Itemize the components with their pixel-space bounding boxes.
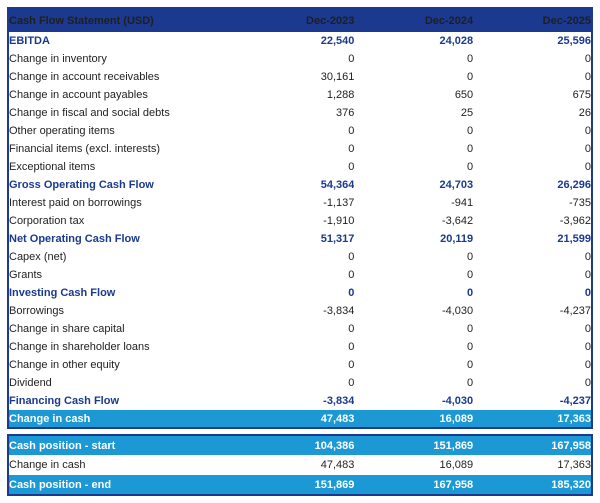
value-cell-dec-2023: -3,834 [323, 305, 355, 317]
value-cell-dec-2023: 0 [348, 125, 355, 137]
value-cell-dec-2025: 26 [578, 107, 591, 119]
value-cell-dec-2024: -4,030 [441, 395, 474, 407]
row-label: Dividend [9, 377, 52, 389]
cash-position-table [7, 434, 593, 496]
value-cell-dec-2023: 0 [348, 143, 355, 155]
table-row [8, 356, 592, 374]
table-row [8, 338, 592, 356]
value-cell-dec-2024: 0 [467, 341, 474, 353]
column-header-dec-2025: Dec-2025 [542, 14, 591, 27]
value-cell-dec-2024: 25 [460, 107, 474, 119]
row-label: Grants [9, 269, 43, 281]
row-label: Exceptional items [9, 161, 96, 173]
value-cell-dec-2025: 0 [584, 143, 591, 155]
value-cell-dec-2024: 0 [467, 377, 474, 389]
value-cell-dec-2023: 0 [348, 323, 355, 335]
value-cell-dec-2025: -735 [568, 197, 591, 209]
value-cell-dec-2025: 0 [584, 53, 591, 65]
value-cell-dec-2025: 0 [584, 161, 591, 173]
table-row [8, 248, 592, 266]
value-cell-dec-2025: 185,320 [473, 475, 592, 495]
value-cell-dec-2024: -4,030 [441, 305, 474, 317]
value-cell-dec-2023: -3,834 [323, 395, 355, 407]
value-cell-dec-2024: 650 [454, 89, 474, 101]
row-label: Borrowings [9, 305, 65, 317]
table-row [8, 410, 592, 428]
value-cell-dec-2025: 0 [584, 341, 591, 353]
table-row [8, 475, 592, 495]
value-cell-dec-2024: 0 [467, 143, 474, 155]
value-cell-dec-2025: -3,962 [559, 215, 591, 227]
value-cell-dec-2023: 376 [336, 107, 355, 119]
table-row [8, 122, 592, 140]
value-cell-dec-2025: 0 [584, 269, 591, 281]
value-cell-dec-2023: 1,288 [326, 89, 355, 101]
table-row [8, 104, 592, 122]
value-cell-dec-2025: 0 [584, 377, 591, 389]
value-cell-dec-2025: 21,599 [557, 233, 591, 245]
row-label: Net Operating Cash Flow [9, 233, 140, 245]
row-label: Cash position - start [8, 435, 236, 455]
value-cell-dec-2023: 0 [348, 53, 355, 65]
row-label: Investing Cash Flow [9, 287, 116, 299]
row-label: Change in other equity [9, 359, 120, 371]
table-row [8, 176, 592, 194]
table-row [8, 320, 592, 338]
value-cell-dec-2023: 0 [348, 341, 355, 353]
value-cell-dec-2024: 0 [467, 287, 474, 299]
value-cell-dec-2024: -941 [451, 197, 474, 209]
value-cell-dec-2024: 0 [467, 53, 474, 65]
row-label: Change in share capital [9, 323, 125, 335]
value-cell-dec-2025: 0 [584, 359, 591, 371]
table-row [8, 266, 592, 284]
table-row [8, 158, 592, 176]
table-row [8, 50, 592, 68]
row-label: EBITDA [9, 35, 50, 47]
value-cell-dec-2024: 167,958 [354, 475, 473, 495]
value-cell-dec-2023: -1,910 [323, 215, 355, 227]
value-cell-dec-2025: 17,363 [473, 410, 592, 428]
value-cell-dec-2024: 0 [467, 161, 474, 173]
value-cell-dec-2024: 151,869 [354, 435, 473, 455]
value-cell-dec-2023: 47,483 [236, 410, 355, 428]
value-cell-dec-2025: 26,296 [557, 179, 591, 191]
value-cell-dec-2025: -4,237 [559, 305, 591, 317]
value-cell-dec-2024: 0 [467, 251, 474, 263]
cash-flow-table [7, 7, 593, 429]
row-label: Gross Operating Cash Flow [9, 179, 154, 191]
value-cell-dec-2023: 151,869 [236, 475, 355, 495]
value-cell-dec-2023: 30,161 [320, 71, 355, 83]
row-label: Corporation tax [9, 215, 85, 227]
table-row [8, 284, 592, 302]
value-cell-dec-2023: 104,386 [236, 435, 355, 455]
row-label: Change in inventory [9, 53, 107, 65]
row-label: Cash position - end [8, 475, 236, 495]
value-cell-dec-2024: 16,089 [354, 410, 473, 428]
value-cell-dec-2023: 0 [348, 269, 355, 281]
table-row [8, 68, 592, 86]
row-label: Other operating items [9, 125, 115, 137]
table-row [8, 32, 592, 50]
value-cell-dec-2024: 16,089 [439, 459, 474, 471]
row-label: Change in shareholder loans [9, 341, 150, 353]
value-cell-dec-2025: -4,237 [559, 395, 591, 407]
table-row [8, 230, 592, 248]
value-cell-dec-2025: 0 [584, 71, 591, 83]
row-label: Change in cash [8, 410, 236, 428]
value-cell-dec-2023: 22,540 [320, 35, 355, 47]
value-cell-dec-2024: 0 [467, 269, 474, 281]
table-row [8, 194, 592, 212]
row-label: Change in account payables [9, 89, 148, 101]
value-cell-dec-2024: 0 [467, 125, 474, 137]
table-header-row [8, 8, 592, 32]
value-cell-dec-2023: 47,483 [320, 459, 355, 471]
column-header-dec-2024: Dec-2024 [424, 14, 474, 27]
value-cell-dec-2025: 167,958 [473, 435, 592, 455]
value-cell-dec-2025: 17,363 [557, 459, 591, 471]
row-label: Financing Cash Flow [9, 395, 120, 407]
value-cell-dec-2023: -1,137 [323, 197, 355, 209]
value-cell-dec-2023: 0 [348, 287, 355, 299]
value-cell-dec-2023: 51,317 [320, 233, 355, 245]
row-label: Interest paid on borrowings [9, 197, 142, 209]
value-cell-dec-2024: 20,119 [440, 233, 474, 245]
value-cell-dec-2025: 25,596 [557, 35, 591, 47]
value-cell-dec-2024: 0 [467, 359, 474, 371]
value-cell-dec-2024: -3,642 [441, 215, 474, 227]
value-cell-dec-2025: 0 [584, 323, 591, 335]
row-label: Change in cash [9, 459, 86, 471]
value-cell-dec-2024: 24,703 [439, 179, 474, 191]
value-cell-dec-2025: 0 [584, 287, 591, 299]
table-row [8, 455, 592, 475]
table-row [8, 392, 592, 410]
table-row [8, 212, 592, 230]
value-cell-dec-2024: 0 [467, 323, 474, 335]
value-cell-dec-2023: 54,364 [320, 179, 355, 191]
value-cell-dec-2025: 675 [572, 89, 591, 101]
value-cell-dec-2023: 0 [348, 161, 355, 173]
value-cell-dec-2024: 24,028 [439, 35, 474, 47]
value-cell-dec-2025: 0 [584, 251, 591, 263]
table-row [8, 374, 592, 392]
table-row [8, 140, 592, 158]
table-title: Cash Flow Statement (USD) [9, 14, 154, 27]
column-header-dec-2023: Dec-2023 [306, 14, 355, 27]
value-cell-dec-2023: 0 [348, 377, 355, 389]
row-label: Change in fiscal and social debts [9, 107, 170, 119]
table-row [8, 435, 592, 455]
row-label: Capex (net) [9, 251, 67, 263]
row-label: Financial items (excl. interests) [9, 143, 160, 155]
value-cell-dec-2024: 0 [467, 71, 474, 83]
value-cell-dec-2025: 0 [584, 125, 591, 137]
table-row [8, 86, 592, 104]
row-label: Change in account receivables [9, 71, 160, 83]
value-cell-dec-2023: 0 [348, 251, 355, 263]
table-row [8, 302, 592, 320]
value-cell-dec-2023: 0 [348, 359, 355, 371]
